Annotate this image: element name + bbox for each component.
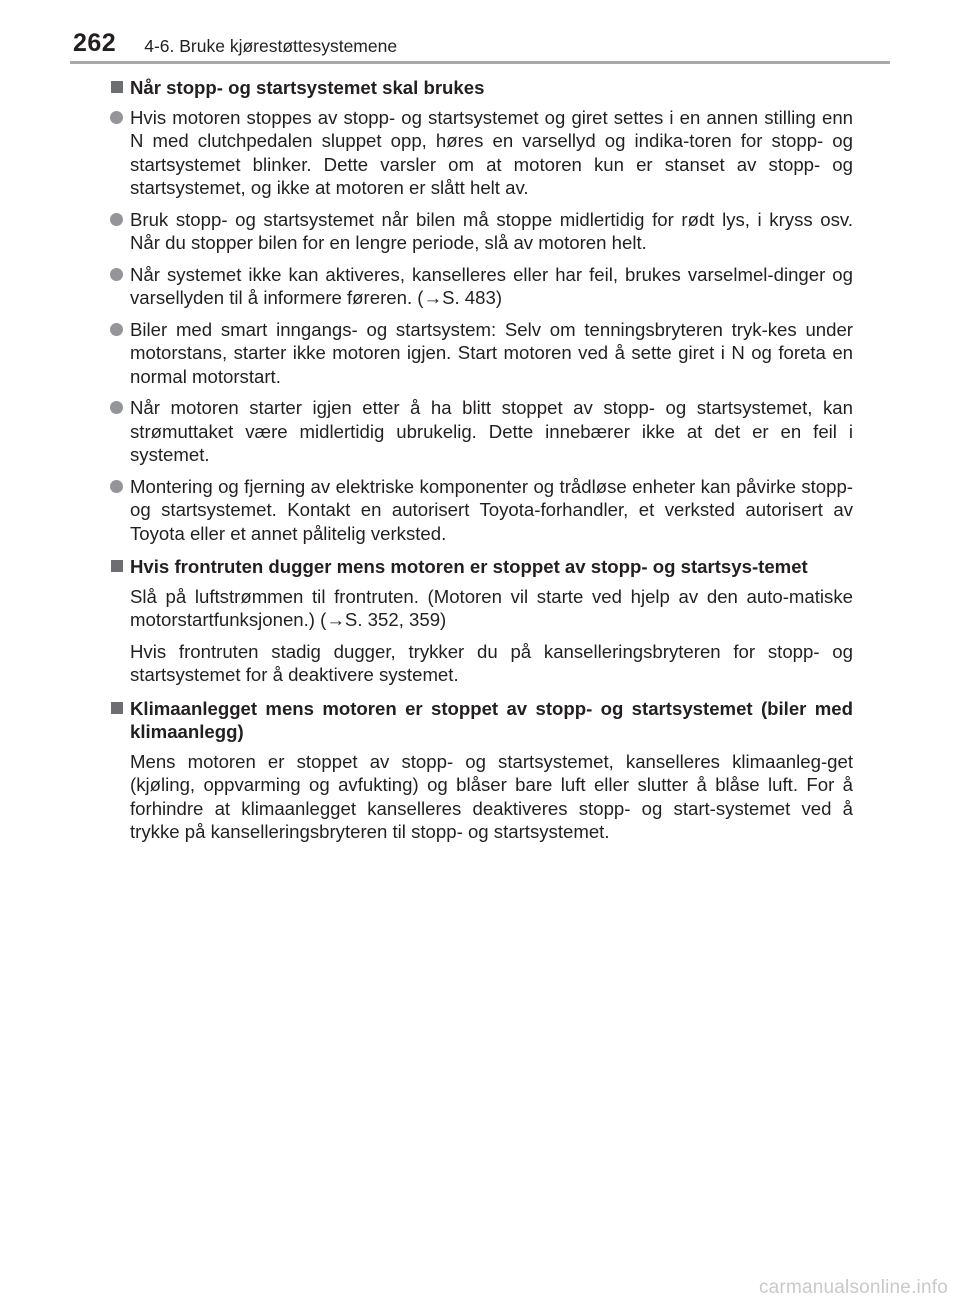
square-bullet-icon [111,81,123,93]
bullet-text: Når motoren starter igjen etter å ha blitt stoppet av stopp- og startsystemet, kan strømuttaket være midlertidig ubrukelig. Dette innebærer ikke at det er en feil i systemet. [130,397,853,465]
round-bullet-icon [110,213,123,226]
square-bullet-icon [111,702,123,714]
page-number: 262 [73,29,117,57]
paragraph: Mens motoren er stoppet av stopp- og startsystemet, kanselleres klimaanleg-get (kjøling, oppvarming og avfukting) og blåser bare luft eller slutter å blåse luft. For å forhindre at klimaanlegget kanselleres deaktiveres stopp- og start-systemet ved å trykke på kanselleringsbryteren til stopp- og startsystemet. [130,750,853,842]
section-heading-text: Når stopp- og startsystemet skal brukes [130,77,485,98]
header-divider [70,61,890,64]
paragraph: Slå på luftstrømmen til frontruten. (Motoren vil starte ved hjelp av den auto-matiske motorstartfunksjonen.) (→S. 352, 359) [130,585,853,630]
round-bullet-icon [110,268,123,281]
bullet-text: Biler med smart inngangs- og startsystem: Selv om tenningsbryteren tryk-kes under motorstans, starter ikke motoren igjen. Start motoren ved å sette giret i N og foreta en normal motorstart. [130,318,853,387]
section-heading [110,76,853,100]
bullet-item [110,318,853,389]
bullet-item [110,475,853,546]
bullet-item [110,208,853,255]
bullet-item [110,106,853,200]
section-heading [110,555,853,579]
round-bullet-icon [110,480,123,493]
round-bullet-icon [110,323,123,336]
bullet-text: Montering og fjerning av elektriske komponenter og trådløse enheter kan påvirke stopp- og startsystemet. Kontakt en autorisert Toyota-forhandler, et verksted autorisert av Toyota eller et annet pålitelig verksted. [130,475,853,544]
bullet-item [110,396,853,467]
bullet-text: Hvis motoren stoppes av stopp- og startsystemet og giret settes i en annen stilling enn N med clutchpedalen sluppet opp, høres en varsellyd og indika-toren for stopp- og startsystemet blinker. Dette varsler om at motoren kun er stanset av stopp- og startsystemet, og ikke at motoren er slått helt av. [130,106,853,198]
chapter-title: 4-6. Bruke kjørestøttesystemene [144,35,398,56]
paragraph: Hvis frontruten stadig dugger, trykker du på kanselleringsbryteren for stopp- og startsystemet for å deaktivere systemet. [130,640,853,685]
section-heading-text: Klimaanlegget mens motoren er stoppet av stopp- og startsystemet (biler med klimaanlegg) [130,697,853,742]
round-bullet-icon [110,111,123,124]
page-content [110,76,853,852]
bullet-text: Når systemet ikke kan aktiveres, kanselleres eller har feil, brukes varselmel-dinger og varsellyden til å informere føreren. (→S. 483) [130,263,853,308]
section-heading-text: Hvis frontruten dugger mens motoren er stoppet av stopp- og startsys-temet [130,556,808,577]
watermark: carmanualsonline.info [758,1277,948,1298]
bullet-text: Bruk stopp- og startsystemet når bilen må stoppe midlertidig for rødt lys, i kryss osv. Når du stopper bilen for en lengre periode, slå av motoren helt. [130,208,853,253]
section-heading [110,697,853,744]
round-bullet-icon [110,401,123,414]
square-bullet-icon [111,560,123,572]
page-header [73,22,397,56]
bullet-item [110,263,853,310]
